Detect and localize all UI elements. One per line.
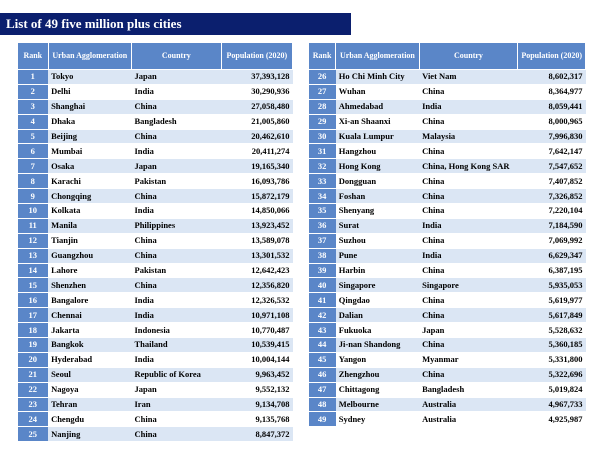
population-cell: 12,356,820 bbox=[221, 278, 292, 293]
table-row bbox=[309, 159, 586, 174]
population-cell: 4,967,733 bbox=[518, 397, 586, 412]
table-row bbox=[309, 367, 586, 382]
country-cell: China bbox=[419, 308, 518, 323]
population-cell: 12,642,423 bbox=[221, 263, 292, 278]
city-cell: Mumbai bbox=[48, 144, 131, 159]
header-population: Population (2020) bbox=[518, 43, 586, 70]
rank-cell: 47 bbox=[309, 382, 336, 397]
rank-cell: 15 bbox=[18, 278, 49, 293]
table-row bbox=[18, 352, 293, 367]
city-cell: Tianjin bbox=[48, 233, 131, 248]
rank-cell: 35 bbox=[309, 204, 336, 219]
population-cell: 5,528,632 bbox=[518, 323, 586, 338]
population-cell: 14,850,066 bbox=[221, 204, 292, 219]
header-country: Country bbox=[419, 43, 518, 70]
rank-cell: 34 bbox=[309, 189, 336, 204]
country-cell: China bbox=[132, 278, 222, 293]
rank-cell: 21 bbox=[18, 367, 49, 382]
country-cell: Japan bbox=[132, 70, 222, 85]
city-cell: Suzhou bbox=[336, 233, 419, 248]
city-cell: Shenyang bbox=[336, 204, 419, 219]
table-row bbox=[18, 189, 293, 204]
table-row bbox=[309, 323, 586, 338]
table-row bbox=[18, 204, 293, 219]
rank-cell: 40 bbox=[309, 278, 336, 293]
rank-cell: 20 bbox=[18, 352, 49, 367]
rank-cell: 13 bbox=[18, 248, 49, 263]
rank-cell: 38 bbox=[309, 248, 336, 263]
table-row bbox=[309, 99, 586, 114]
city-cell: Qingdao bbox=[336, 293, 419, 308]
city-cell: Chengdu bbox=[48, 412, 131, 427]
country-cell: China bbox=[419, 293, 518, 308]
table-row bbox=[18, 159, 293, 174]
country-cell: India bbox=[419, 218, 518, 233]
table-row bbox=[309, 352, 586, 367]
country-cell: China bbox=[132, 99, 222, 114]
city-cell: Xi-an Shaanxi bbox=[336, 114, 419, 129]
country-cell: Japan bbox=[419, 323, 518, 338]
rank-cell: 48 bbox=[309, 397, 336, 412]
table-row bbox=[309, 144, 586, 159]
country-cell: China bbox=[132, 189, 222, 204]
rank-cell: 9 bbox=[18, 189, 49, 204]
table-row bbox=[18, 248, 293, 263]
table-row bbox=[309, 263, 586, 278]
country-cell: Iran bbox=[132, 397, 222, 412]
city-cell: Melbourne bbox=[336, 397, 419, 412]
country-cell: Bangladesh bbox=[419, 382, 518, 397]
header-rank: Rank bbox=[18, 43, 49, 70]
rank-cell: 36 bbox=[309, 218, 336, 233]
population-cell: 7,220,104 bbox=[518, 204, 586, 219]
country-cell: Pakistan bbox=[132, 174, 222, 189]
rank-cell: 46 bbox=[309, 367, 336, 382]
population-cell: 5,322,696 bbox=[518, 367, 586, 382]
country-cell: India bbox=[419, 248, 518, 263]
country-cell: China bbox=[132, 248, 222, 263]
country-cell: China bbox=[419, 367, 518, 382]
city-cell: Kuala Lumpur bbox=[336, 129, 419, 144]
table-row bbox=[309, 114, 586, 129]
table-header-row bbox=[309, 43, 586, 70]
rank-cell: 24 bbox=[18, 412, 49, 427]
country-cell: China bbox=[419, 233, 518, 248]
country-cell: China bbox=[132, 427, 222, 442]
table-row bbox=[18, 412, 293, 427]
table-row bbox=[309, 248, 586, 263]
city-cell: Nanjing bbox=[48, 427, 131, 442]
city-cell: Osaka bbox=[48, 159, 131, 174]
rank-cell: 12 bbox=[18, 233, 49, 248]
country-cell: China bbox=[132, 412, 222, 427]
city-cell: Zhengzhou bbox=[336, 367, 419, 382]
rank-cell: 49 bbox=[309, 412, 336, 427]
city-cell: Manila bbox=[48, 218, 131, 233]
header-country: Country bbox=[132, 43, 222, 70]
population-cell: 7,069,992 bbox=[518, 233, 586, 248]
rank-cell: 42 bbox=[309, 308, 336, 323]
country-cell: China bbox=[419, 84, 518, 99]
country-cell: India bbox=[132, 308, 222, 323]
city-cell: Lahore bbox=[48, 263, 131, 278]
country-cell: India bbox=[419, 99, 518, 114]
city-cell: Seoul bbox=[48, 367, 131, 382]
rank-cell: 4 bbox=[18, 114, 49, 129]
population-cell: 7,407,852 bbox=[518, 174, 586, 189]
table-row bbox=[18, 263, 293, 278]
population-cell: 16,093,786 bbox=[221, 174, 292, 189]
city-cell: Tehran bbox=[48, 397, 131, 412]
table-row bbox=[18, 278, 293, 293]
city-cell: Delhi bbox=[48, 84, 131, 99]
country-cell: China bbox=[419, 144, 518, 159]
population-cell: 20,411,274 bbox=[221, 144, 292, 159]
population-cell: 4,925,987 bbox=[518, 412, 586, 427]
city-cell: Singapore bbox=[336, 278, 419, 293]
city-cell: Jakarta bbox=[48, 323, 131, 338]
population-cell: 10,539,415 bbox=[221, 338, 292, 353]
city-cell: Dongguan bbox=[336, 174, 419, 189]
population-cell: 20,462,610 bbox=[221, 129, 292, 144]
rank-cell: 10 bbox=[18, 204, 49, 219]
population-cell: 10,770,487 bbox=[221, 323, 292, 338]
cities-table-right bbox=[308, 42, 586, 427]
population-cell: 8,847,372 bbox=[221, 427, 292, 442]
rank-cell: 30 bbox=[309, 129, 336, 144]
rank-cell: 17 bbox=[18, 308, 49, 323]
city-cell: Hangzhou bbox=[336, 144, 419, 159]
country-cell: China bbox=[132, 233, 222, 248]
table-row bbox=[309, 84, 586, 99]
header-urban-agglomeration: Urban Agglomeration bbox=[336, 43, 419, 70]
city-cell: Guangzhou bbox=[48, 248, 131, 263]
city-cell: Surat bbox=[336, 218, 419, 233]
population-cell: 7,547,652 bbox=[518, 159, 586, 174]
country-cell: Myanmar bbox=[419, 352, 518, 367]
table-row bbox=[309, 218, 586, 233]
city-cell: Pune bbox=[336, 248, 419, 263]
rank-cell: 25 bbox=[18, 427, 49, 442]
table-row bbox=[18, 367, 293, 382]
city-cell: Bangkok bbox=[48, 338, 131, 353]
table-row bbox=[309, 70, 586, 85]
page-title: List of 49 five million plus cities bbox=[0, 13, 351, 35]
population-cell: 12,326,532 bbox=[221, 293, 292, 308]
rank-cell: 29 bbox=[309, 114, 336, 129]
country-cell: India bbox=[132, 144, 222, 159]
country-cell: Pakistan bbox=[132, 263, 222, 278]
city-cell: Dalian bbox=[336, 308, 419, 323]
country-cell: Thailand bbox=[132, 338, 222, 353]
table-row bbox=[18, 293, 293, 308]
table-row bbox=[309, 189, 586, 204]
rank-cell: 19 bbox=[18, 338, 49, 353]
table-row bbox=[18, 114, 293, 129]
country-cell: Australia bbox=[419, 412, 518, 427]
rank-cell: 31 bbox=[309, 144, 336, 159]
city-cell: Shanghai bbox=[48, 99, 131, 114]
city-cell: Harbin bbox=[336, 263, 419, 278]
population-cell: 7,184,590 bbox=[518, 218, 586, 233]
population-cell: 30,290,936 bbox=[221, 84, 292, 99]
table-row bbox=[309, 382, 586, 397]
country-cell: India bbox=[132, 84, 222, 99]
population-cell: 37,393,128 bbox=[221, 70, 292, 85]
city-cell: Chittagong bbox=[336, 382, 419, 397]
country-cell: Singapore bbox=[419, 278, 518, 293]
cities-table-left bbox=[17, 42, 293, 442]
city-cell: Hong Kong bbox=[336, 159, 419, 174]
table-header-row bbox=[18, 43, 293, 70]
rank-cell: 39 bbox=[309, 263, 336, 278]
population-cell: 7,326,852 bbox=[518, 189, 586, 204]
population-cell: 5,619,977 bbox=[518, 293, 586, 308]
table-row bbox=[18, 70, 293, 85]
rank-cell: 43 bbox=[309, 323, 336, 338]
country-cell: China, Hong Kong SAR bbox=[419, 159, 518, 174]
population-cell: 9,963,452 bbox=[221, 367, 292, 382]
population-cell: 7,642,147 bbox=[518, 144, 586, 159]
table-row bbox=[18, 144, 293, 159]
table-row bbox=[309, 397, 586, 412]
rank-cell: 7 bbox=[18, 159, 49, 174]
population-cell: 5,935,053 bbox=[518, 278, 586, 293]
table-row bbox=[18, 308, 293, 323]
table-row bbox=[18, 218, 293, 233]
table-row bbox=[18, 397, 293, 412]
city-cell: Fukuoka bbox=[336, 323, 419, 338]
city-cell: Sydney bbox=[336, 412, 419, 427]
table-row bbox=[18, 129, 293, 144]
rank-cell: 5 bbox=[18, 129, 49, 144]
country-cell: China bbox=[419, 338, 518, 353]
rank-cell: 32 bbox=[309, 159, 336, 174]
population-cell: 7,996,830 bbox=[518, 129, 586, 144]
rank-cell: 14 bbox=[18, 263, 49, 278]
city-cell: Ho Chi Minh City bbox=[336, 70, 419, 85]
country-cell: Japan bbox=[132, 382, 222, 397]
header-rank: Rank bbox=[309, 43, 336, 70]
country-cell: China bbox=[132, 129, 222, 144]
city-cell: Chennai bbox=[48, 308, 131, 323]
population-cell: 6,629,347 bbox=[518, 248, 586, 263]
table-row bbox=[18, 99, 293, 114]
country-cell: China bbox=[419, 263, 518, 278]
population-cell: 19,165,340 bbox=[221, 159, 292, 174]
population-cell: 5,360,185 bbox=[518, 338, 586, 353]
rank-cell: 8 bbox=[18, 174, 49, 189]
table-row bbox=[309, 308, 586, 323]
population-cell: 15,872,179 bbox=[221, 189, 292, 204]
country-cell: China bbox=[419, 189, 518, 204]
population-cell: 8,000,965 bbox=[518, 114, 586, 129]
city-cell: Chongqing bbox=[48, 189, 131, 204]
table-row bbox=[309, 412, 586, 427]
city-cell: Yangon bbox=[336, 352, 419, 367]
population-cell: 5,331,800 bbox=[518, 352, 586, 367]
population-cell: 8,364,977 bbox=[518, 84, 586, 99]
table-row bbox=[18, 323, 293, 338]
rank-cell: 27 bbox=[309, 84, 336, 99]
table-row bbox=[309, 278, 586, 293]
rank-cell: 2 bbox=[18, 84, 49, 99]
population-cell: 9,135,768 bbox=[221, 412, 292, 427]
country-cell: Bangladesh bbox=[132, 114, 222, 129]
table-row bbox=[18, 382, 293, 397]
rank-cell: 16 bbox=[18, 293, 49, 308]
city-cell: Ahmedabad bbox=[336, 99, 419, 114]
city-cell: Nagoya bbox=[48, 382, 131, 397]
population-cell: 13,589,078 bbox=[221, 233, 292, 248]
rank-cell: 11 bbox=[18, 218, 49, 233]
country-cell: China bbox=[419, 204, 518, 219]
city-cell: Wuhan bbox=[336, 84, 419, 99]
population-cell: 13,923,452 bbox=[221, 218, 292, 233]
city-cell: Dhaka bbox=[48, 114, 131, 129]
rank-cell: 45 bbox=[309, 352, 336, 367]
population-cell: 6,387,195 bbox=[518, 263, 586, 278]
table-row bbox=[18, 427, 293, 442]
country-cell: Malaysia bbox=[419, 129, 518, 144]
city-cell: Karachi bbox=[48, 174, 131, 189]
country-cell: Japan bbox=[132, 159, 222, 174]
table-row bbox=[309, 293, 586, 308]
country-cell: India bbox=[132, 352, 222, 367]
city-cell: Tokyo bbox=[48, 70, 131, 85]
table-row bbox=[309, 204, 586, 219]
rank-cell: 22 bbox=[18, 382, 49, 397]
table-row bbox=[18, 174, 293, 189]
rank-cell: 37 bbox=[309, 233, 336, 248]
rank-cell: 18 bbox=[18, 323, 49, 338]
table-row bbox=[309, 174, 586, 189]
country-cell: Republic of Korea bbox=[132, 367, 222, 382]
city-cell: Beijing bbox=[48, 129, 131, 144]
country-cell: Indonesia bbox=[132, 323, 222, 338]
city-cell: Ji-nan Shandong bbox=[336, 338, 419, 353]
city-cell: Hyderabad bbox=[48, 352, 131, 367]
population-cell: 10,971,108 bbox=[221, 308, 292, 323]
city-cell: Bangalore bbox=[48, 293, 131, 308]
population-cell: 27,058,480 bbox=[221, 99, 292, 114]
header-urban-agglomeration: Urban Agglomeration bbox=[48, 43, 131, 70]
population-cell: 21,005,860 bbox=[221, 114, 292, 129]
table-row bbox=[18, 84, 293, 99]
population-cell: 5,617,849 bbox=[518, 308, 586, 323]
rank-cell: 41 bbox=[309, 293, 336, 308]
rank-cell: 6 bbox=[18, 144, 49, 159]
country-cell: Viet Nam bbox=[419, 70, 518, 85]
country-cell: China bbox=[419, 174, 518, 189]
country-cell: India bbox=[132, 204, 222, 219]
population-cell: 5,019,824 bbox=[518, 382, 586, 397]
population-cell: 13,301,532 bbox=[221, 248, 292, 263]
city-cell: Shenzhen bbox=[48, 278, 131, 293]
country-cell: China bbox=[419, 114, 518, 129]
population-cell: 8,059,441 bbox=[518, 99, 586, 114]
population-cell: 8,602,317 bbox=[518, 70, 586, 85]
rank-cell: 33 bbox=[309, 174, 336, 189]
table-row bbox=[18, 233, 293, 248]
table-row bbox=[309, 233, 586, 248]
rank-cell: 23 bbox=[18, 397, 49, 412]
table-row bbox=[309, 129, 586, 144]
country-cell: Philippines bbox=[132, 218, 222, 233]
population-cell: 10,004,144 bbox=[221, 352, 292, 367]
table-row bbox=[18, 338, 293, 353]
rank-cell: 26 bbox=[309, 70, 336, 85]
rank-cell: 28 bbox=[309, 99, 336, 114]
rank-cell: 3 bbox=[18, 99, 49, 114]
population-cell: 9,134,708 bbox=[221, 397, 292, 412]
country-cell: India bbox=[132, 293, 222, 308]
header-population: Population (2020) bbox=[221, 43, 292, 70]
population-cell: 9,552,132 bbox=[221, 382, 292, 397]
city-cell: Foshan bbox=[336, 189, 419, 204]
country-cell: Australia bbox=[419, 397, 518, 412]
rank-cell: 44 bbox=[309, 338, 336, 353]
table-row bbox=[309, 338, 586, 353]
rank-cell: 1 bbox=[18, 70, 49, 85]
city-cell: Kolkata bbox=[48, 204, 131, 219]
